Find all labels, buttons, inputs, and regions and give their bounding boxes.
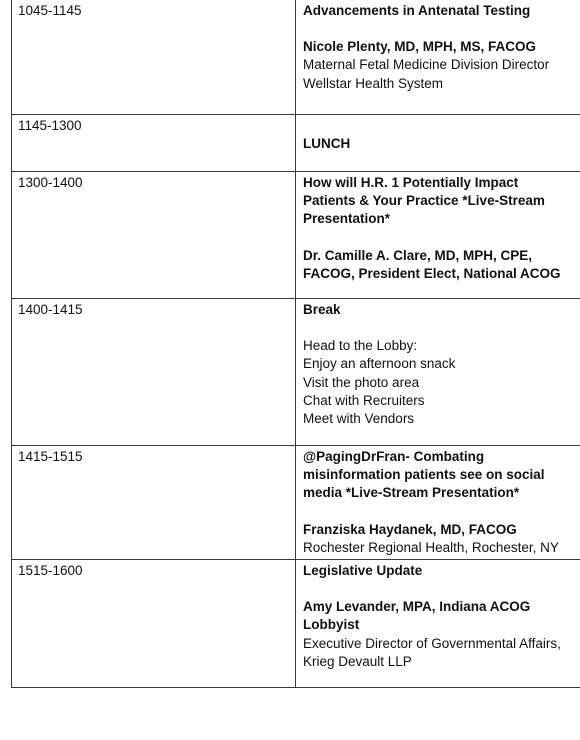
table-row (12, 171, 580, 298)
session-title: LUNCH (303, 136, 351, 151)
speaker-name: FACOG, President Elect, National ACOG (303, 265, 561, 281)
speaker-name: Franziska Haydanek, MD, FACOG (303, 521, 517, 537)
break-detail: Head to the Lobby: (303, 338, 418, 354)
table-row (12, 0, 580, 114)
time-slot: 1515-1600 (12, 560, 296, 687)
speaker-affiliation: Executive Director of Governmental Affairs, (303, 635, 561, 651)
session-title: media *Live-Stream Presentation* (303, 485, 520, 501)
session-title: How will H.R. 1 Potentially Impact (303, 175, 519, 190)
break-detail: Visit the photo area (303, 374, 420, 390)
session-title: Patients & Your Practice *Live-Stream (303, 193, 545, 209)
speaker-affiliation: Wellstar Health System (303, 75, 444, 91)
time-slot: 1145-1300 (12, 115, 296, 171)
table-row (12, 445, 580, 559)
session-title: Break (303, 302, 341, 317)
session-title: misinformation patients see on social (303, 467, 545, 483)
speaker-name: Lobbyist (303, 617, 360, 633)
speaker-affiliation: Krieg Devault LLP (303, 653, 412, 669)
session-details (296, 560, 580, 687)
session-title: Advancements in Antenatal Testing (303, 3, 531, 18)
speaker-name: Nicole Plenty, MD, MPH, MS, FACOG (303, 39, 537, 55)
speaker-affiliation: Rochester Regional Health, Rochester, NY (303, 539, 559, 555)
break-detail: Enjoy an afternoon snack (303, 356, 456, 372)
break-detail: Meet with Vendors (303, 411, 415, 427)
session-details (296, 172, 580, 298)
time-slot: 1415-1515 (12, 446, 296, 559)
session-title: Presentation* (303, 211, 391, 227)
session-details (296, 0, 580, 114)
session-details (296, 446, 580, 559)
session-details (296, 115, 580, 171)
session-title: Legislative Update (303, 563, 423, 578)
time-slot: 1045-1145 (12, 0, 296, 114)
table-row (12, 114, 580, 171)
time-slot: 1300-1400 (12, 172, 296, 298)
session-details (296, 299, 580, 445)
schedule-table (11, 0, 580, 688)
time-slot: 1400-1415 (12, 299, 296, 445)
session-title: @PagingDrFran- Combating (303, 449, 485, 464)
speaker-name: Dr. Camille A. Clare, MD, MPH, CPE, (303, 247, 533, 263)
table-row (12, 298, 580, 445)
break-detail: Chat with Recruiters (303, 392, 425, 408)
speaker-name: Amy Levander, MPA, Indiana ACOG (303, 599, 531, 615)
speaker-affiliation: Maternal Fetal Medicine Division Director (303, 57, 550, 73)
table-row (12, 559, 580, 687)
